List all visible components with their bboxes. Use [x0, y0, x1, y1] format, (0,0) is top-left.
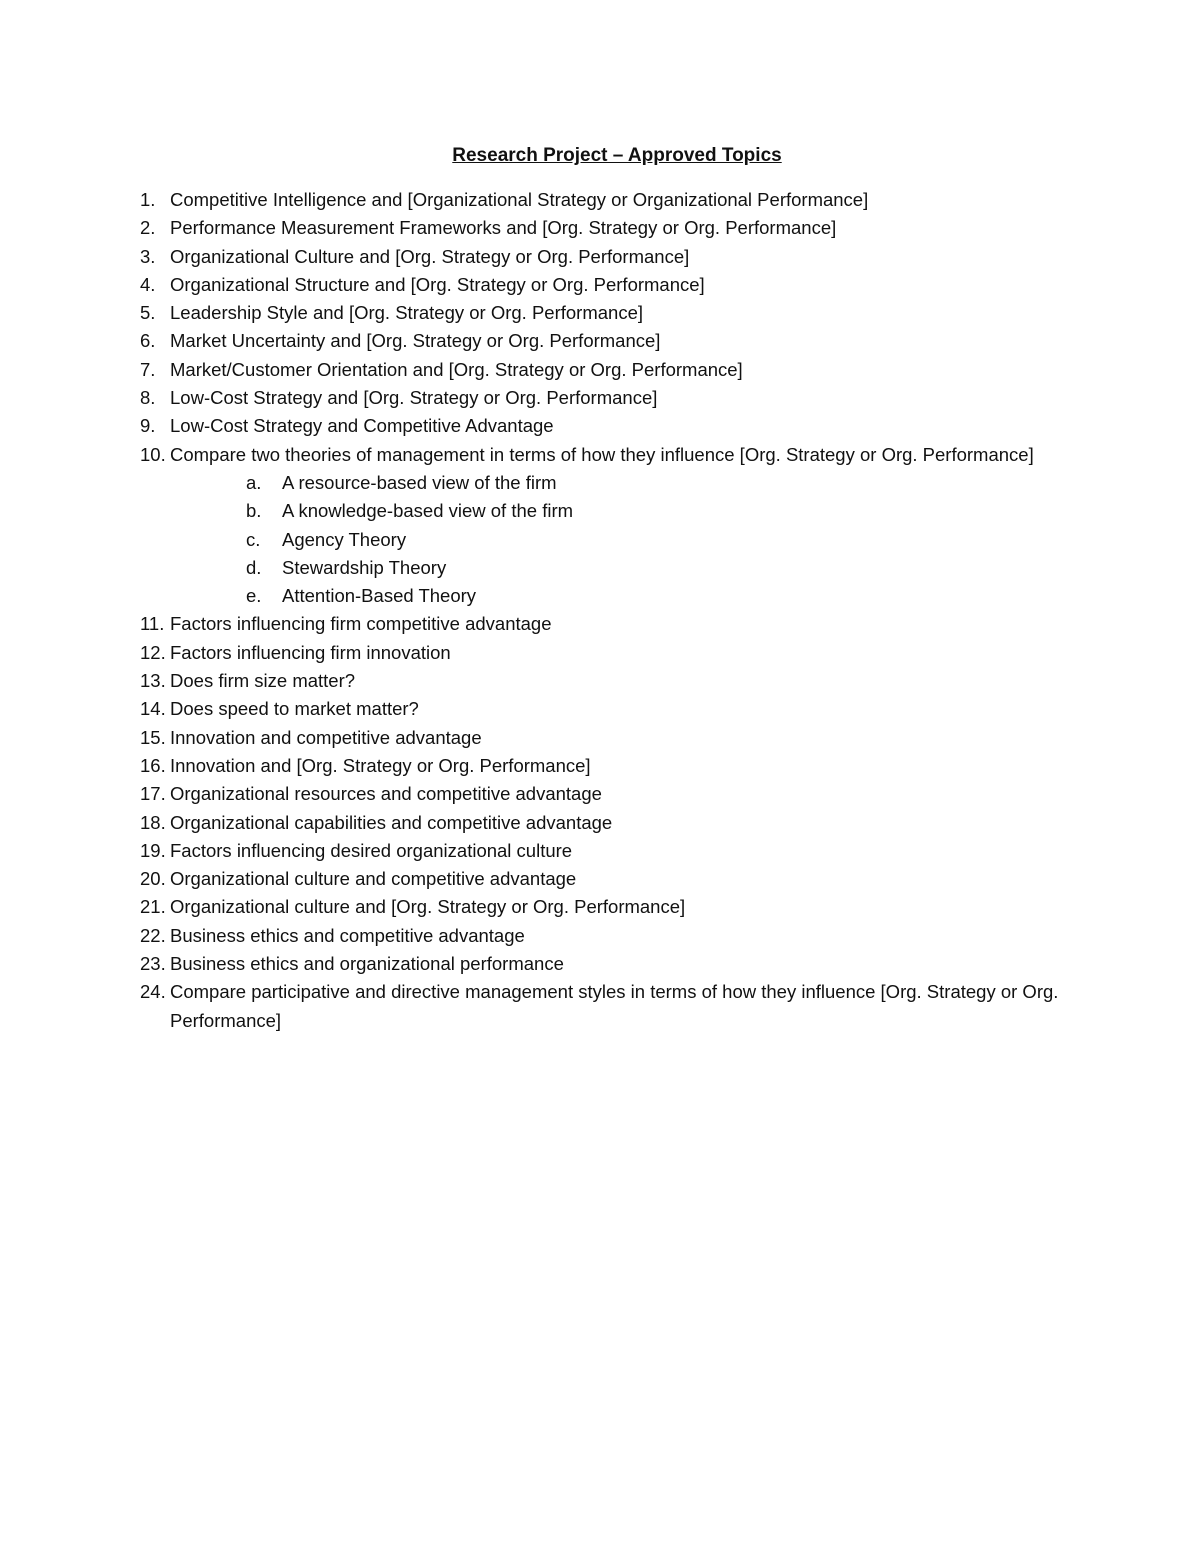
item-number: 12.	[140, 641, 166, 663]
sub-item-text: Stewardship Theory	[282, 556, 447, 578]
list-item	[0, 922, 1200, 950]
item-text: Compare participative and directive management styles in terms of how they influence [Org. Strategy or Org. Performance]	[170, 981, 1059, 1031]
item-number: 10.	[140, 443, 166, 465]
item-number: 16.	[140, 754, 166, 776]
list-item	[0, 412, 1200, 440]
list-item	[0, 356, 1200, 384]
item-text: Innovation and [Org. Strategy or Org. Performance]	[170, 754, 591, 776]
list-item	[0, 186, 1200, 214]
item-number: 4.	[140, 273, 156, 295]
sub-item-letter: a.	[246, 471, 262, 493]
sub-list-item	[0, 554, 1080, 582]
sub-list-item	[0, 469, 1080, 497]
item-text: Compare two theories of management in terms of how they influence [Org. Strategy or Org. Performance]	[170, 443, 1034, 465]
item-number: 5.	[140, 302, 156, 324]
list-item	[0, 299, 1200, 327]
list-item	[0, 639, 1200, 667]
page-title: Research Project – Approved Topics	[452, 145, 782, 166]
sub-list-item	[0, 582, 1080, 610]
item-number: 1.	[140, 189, 156, 210]
item-number: 23.	[140, 953, 166, 975]
sub-list	[170, 469, 1080, 610]
item-text: Business ethics and competitive advantage	[170, 924, 525, 946]
item-text: Innovation and competitive advantage	[170, 726, 482, 748]
item-number: 2.	[140, 217, 156, 239]
list-item	[0, 667, 1200, 695]
item-number: 22.	[140, 924, 166, 946]
sub-item-letter: c.	[246, 528, 261, 550]
list-item	[0, 327, 1200, 355]
item-text: Does speed to market matter?	[170, 698, 419, 720]
item-text: Leadership Style and [Org. Strategy or Org. Performance]	[170, 302, 644, 324]
list-item	[0, 610, 1200, 638]
item-text: Performance Measurement Frameworks and [Org. Strategy or Org. Performance]	[170, 217, 837, 239]
topic-list	[0, 186, 1200, 1035]
sub-item-letter: d.	[246, 556, 262, 578]
item-number: 8.	[140, 387, 156, 409]
item-text: Does firm size matter?	[170, 670, 356, 692]
list-item	[0, 441, 1200, 611]
item-number: 18.	[140, 811, 166, 833]
list-item	[0, 893, 1200, 921]
list-item	[0, 809, 1200, 837]
item-text: Low-Cost Strategy and Competitive Advantage	[170, 415, 554, 437]
list-item	[0, 780, 1200, 808]
item-text: Organizational culture and competitive advantage	[170, 868, 577, 890]
sub-item-text: Attention-Based Theory	[282, 585, 477, 607]
list-item	[0, 384, 1200, 412]
list-item	[0, 214, 1200, 242]
item-number: 7.	[140, 358, 156, 380]
list-item	[0, 271, 1200, 299]
item-text: Factors influencing desired organizational culture	[170, 839, 573, 861]
item-text: Organizational capabilities and competitive advantage	[170, 811, 613, 833]
item-text: Competitive Intelligence and [Organizational Strategy or Organizational Performance]	[170, 189, 869, 210]
item-number: 17.	[140, 783, 166, 805]
item-text: Low-Cost Strategy and [Org. Strategy or Org. Performance]	[170, 387, 658, 409]
item-text: Organizational Culture and [Org. Strategy or Org. Performance]	[170, 245, 690, 267]
item-text: Factors influencing firm competitive advantage	[170, 613, 552, 635]
sub-item-letter: b.	[246, 500, 262, 522]
list-item	[0, 978, 1200, 1035]
list-item	[0, 724, 1200, 752]
list-item	[0, 950, 1200, 978]
sub-list-item	[0, 497, 1080, 525]
item-number: 3.	[140, 245, 156, 267]
list-item	[0, 837, 1200, 865]
sub-item-text: A resource-based view of the firm	[282, 471, 557, 493]
item-text: Market/Customer Orientation and [Org. Strategy or Org. Performance]	[170, 358, 743, 380]
item-number: 11.	[140, 613, 165, 635]
item-text: Business ethics and organizational performance	[170, 953, 564, 975]
item-text: Market Uncertainty and [Org. Strategy or Org. Performance]	[170, 330, 661, 352]
sub-item-text: Agency Theory	[282, 528, 407, 550]
list-item	[0, 243, 1200, 271]
item-number: 20.	[140, 868, 166, 890]
item-number: 14.	[140, 698, 166, 720]
item-number: 24.	[140, 981, 166, 1003]
item-text: Organizational culture and [Org. Strategy or Org. Performance]	[170, 896, 686, 918]
sub-item-text: A knowledge-based view of the firm	[282, 500, 574, 522]
list-item	[0, 865, 1200, 893]
item-number: 9.	[140, 415, 156, 437]
item-number: 15.	[140, 726, 166, 748]
item-text: Factors influencing firm innovation	[170, 641, 451, 663]
item-number: 13.	[140, 670, 166, 692]
list-item	[0, 752, 1200, 780]
sub-list-item	[0, 526, 1080, 554]
item-number: 19.	[140, 839, 166, 861]
sub-item-letter: e.	[246, 585, 262, 607]
item-text: Organizational Structure and [Org. Strategy or Org. Performance]	[170, 273, 705, 295]
item-number: 6.	[140, 330, 156, 352]
item-text: Organizational resources and competitive advantage	[170, 783, 602, 805]
list-item	[0, 695, 1200, 723]
item-number: 21.	[140, 896, 166, 918]
